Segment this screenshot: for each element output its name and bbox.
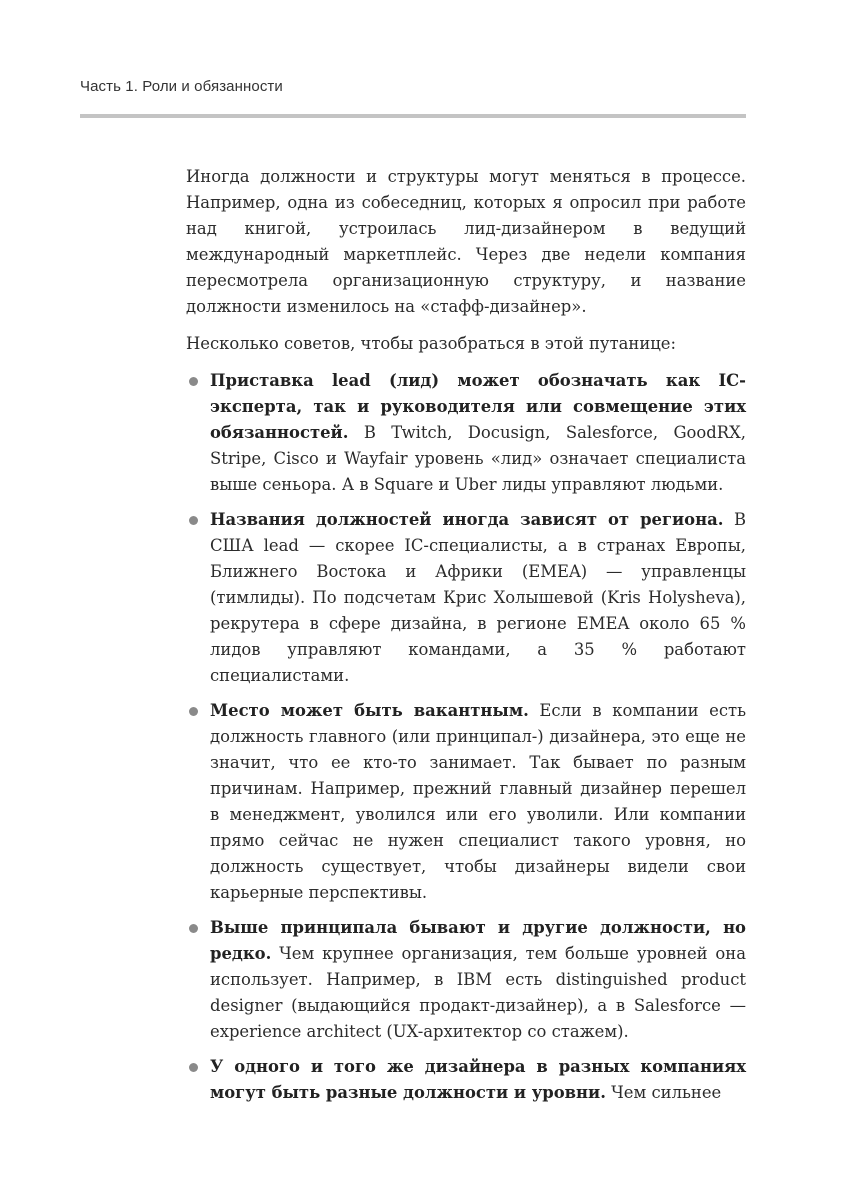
list-item-bold-lead: Названия должностей иногда зависят от региона. <box>210 510 724 529</box>
paragraph-intro: Иногда должности и структуры могут меняться в процессе. Например, одна из собеседниц, которых я опросил при работе над книгой, устроилась лид-дизайнером в ведущий международный маркетплейс. Через две недели компания пересмотрела организационную структуру, и название должности изменилось на «стафф-дизайнер». <box>186 167 746 316</box>
list-item-bold-lead: У одного и того же дизайнера в разных компаниях могут быть разные должности и уровни. <box>210 1057 746 1102</box>
list-item-text: Если в компании есть должность главного (или принципал-) дизайнера, это еще не значит, что ее кто-то занимает. Так бывает по разным причинам. Например, прежний главный дизайнер перешел в менеджмент, уволился или его уволили. Или компании прямо сейчас не нужен специалист такого уровня, но должность существует, чтобы дизайнеры видели свои карьерные перспективы. <box>210 701 746 902</box>
list-item <box>186 507 746 689</box>
list-item <box>186 698 746 906</box>
list-item-text: Чем сильнее <box>605 1083 722 1102</box>
bullet-dot-icon <box>189 1063 198 1072</box>
list-item-bold-lead: Приставка lead (лид) может обозначать как IC-эксперта, так и руководителя или совмещение этих обязанностей. <box>210 371 746 442</box>
list-item-text: В Twitch, Docusign, Salesforce, GoodRX, Stripe, Cisco и Wayfair уровень «лид» означает специалиста выше сеньора. А в Square и Uber лиды управляют людьми. <box>210 423 746 494</box>
bullet-dot-icon <box>189 924 198 933</box>
list-item-text: В США lead — скорее IC-специалисты, а в странах Европы, Ближнего Востока и Африки (EMEA) — управленцы (тимлиды). По подсчетам Крис Холышевой (Kris Holysheva), рекрутера в сфере дизайна, в регионе EMEA около 65 % лидов управляют командами, а 35 % работают специалистами. <box>210 510 746 685</box>
list-item <box>186 368 746 498</box>
paragraph-tips-lead: Несколько советов, чтобы разобраться в этой путанице: <box>186 334 677 353</box>
bullet-dot-icon <box>189 516 198 525</box>
header-divider <box>80 114 746 118</box>
bullet-dot-icon <box>189 377 198 386</box>
list-item <box>186 1054 746 1106</box>
bullet-dot-icon <box>189 707 198 716</box>
list-item-bold-lead: Место может быть вакантным. <box>210 701 529 720</box>
list-item <box>186 915 746 1045</box>
list-item-bold-lead: Выше принципала бывают и другие должности, но редко. <box>210 918 746 963</box>
page-body <box>186 164 746 1115</box>
running-head-title: Часть 1. Роли и обязанности <box>80 78 283 95</box>
tips-list <box>186 368 746 1106</box>
list-item-text: Чем крупнее организация, тем больше уровней она использует. Например, в IBM есть distinguished product designer (выдающийся продакт-дизайнер), а в Salesforce — experience architect (UX-архитектор со стажем). <box>210 944 746 1041</box>
